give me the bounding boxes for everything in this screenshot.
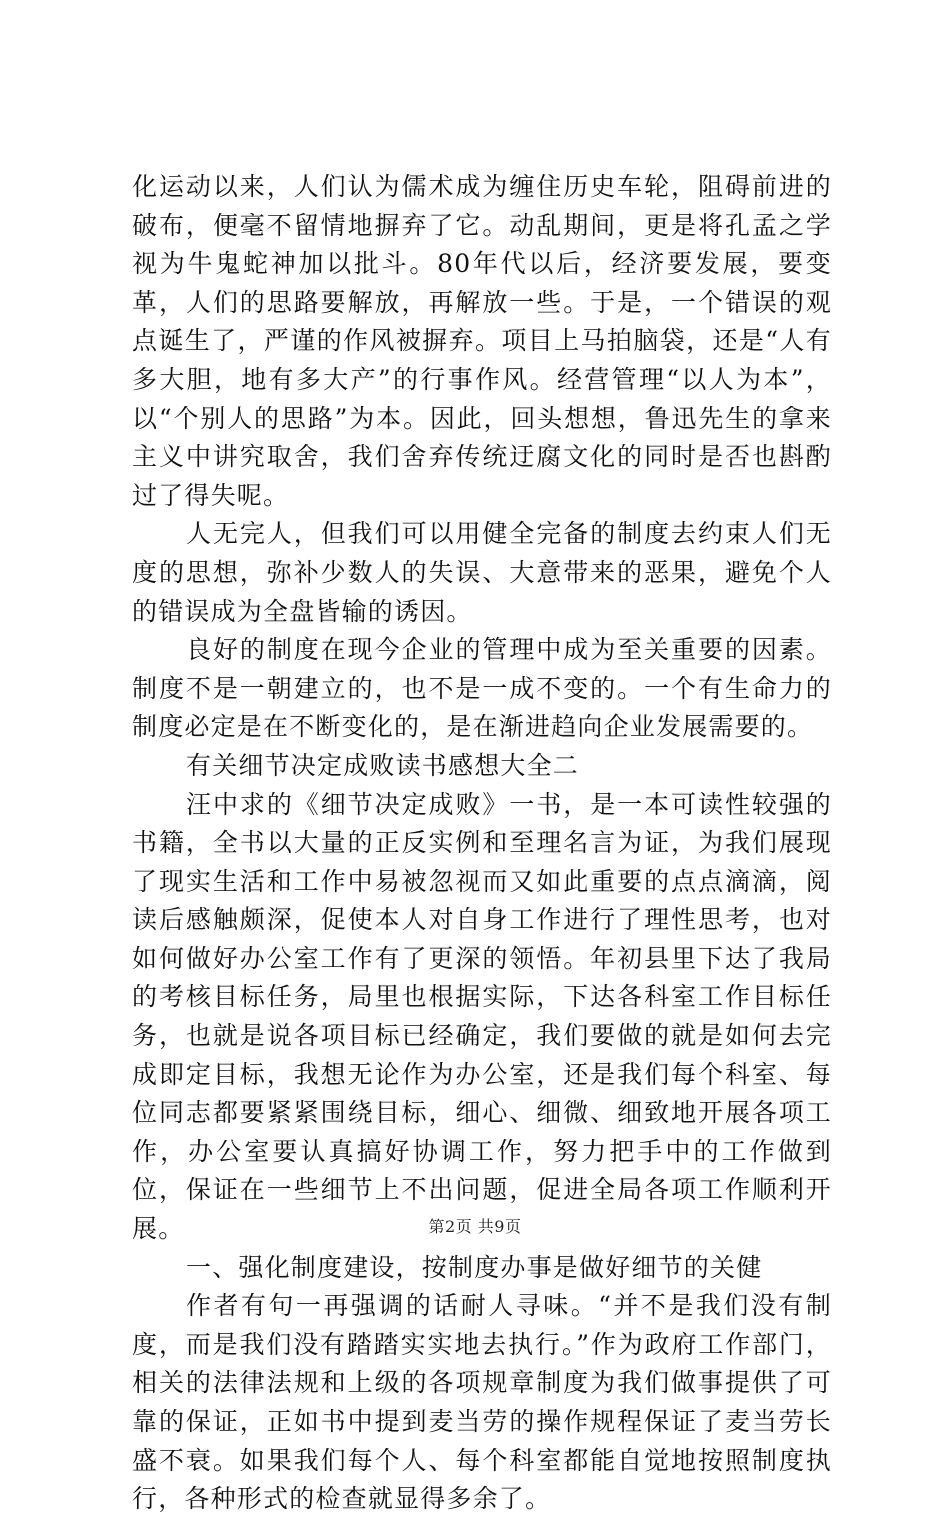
paragraph-continuation: 化运动以来，人们认为儒术成为缠住历史车轮，阻碍前进的破布，便毫不留情地摒弃了它。动乱期间，更是将孔孟之学视为牛鬼蛇神加以批斗。80年代以后，经济要发展，要变革，人们的思路要解放，再解放一些。于是，一个错误的观点诞生了，严谨的作风被摒弃。项目上马拍脑袋，还是“人有多大胆，地有多大产”的行事作风。经营管理“以人为本”，以“个别人的思路”为本。因此，回头想想，鲁迅先生的拿来主义中讲究取舍，我们舍弃传统迂腐文化的同时是否也斟酌过了得失呢。: [132, 172, 832, 510]
paragraph-good-system: 良好的制度在现今企业的管理中成为至关重要的因素。制度不是一朝建立的，也不是一成不变的。一个有生命力的制度必定是在不断变化的，是在渐进趋向企业发展需要的。: [132, 635, 832, 742]
page-number-footer: 第2页 共9页: [428, 1217, 522, 1236]
paragraph-system-execution: 作者有句一再强调的话耐人寻味。“并不是我们没有制度，而是我们没有踏踏实实地去执行。”作为政府工作部门，相关的法律法规和上级的各项规章制度为我们做事提供了可靠的保证，正如书中提到麦当劳的操作规程保证了麦当劳长盛不衰。如果我们每个人、每个科室都能自觉地按照制度执行，各种形式的检查就显得多余了。: [132, 1291, 832, 1514]
paragraph-imperfect-people: 人无完人，但我们可以用健全完备的制度去约束人们无度的思想，弥补少数人的失误、大意带来的恶果，避免个人的错误成为全盘皆输的诱因。: [132, 519, 832, 626]
section-heading-point-one: 一、强化制度建设，按制度办事是做好细节的关健: [186, 1252, 763, 1282]
document-body: [132, 168, 832, 1519]
section-heading-part-two: 有关细节决定成败读书感想大全二: [186, 750, 580, 780]
paragraph-book-intro: 汪中求的《细节决定成败》一书，是一本可读性较强的书籍，全书以大量的正反实例和至理名言为证，为我们展现了现实生活和工作中易被忽视而又如此重要的点点滴滴，阅读后感触颇深，促使本人对自身工作进行了理性思考，也对如何做好办公室工作有了更深的领悟。年初县里下达了我局的考核目标任务，局里也根据实际，下达各科室工作目标任务，也就是说各项目标已经确定，我们要做的就是如何去完成即定目标，我想无论作为办公室，还是我们每个科室、每位同志都要紧紧围绕目标，细心、细微、细致地开展各项工作，办公室要认真搞好协调工作，努力把手中的工作做到位，保证在一些细节上不出问题，促进全局各项工作顺利开展。: [132, 789, 832, 1244]
